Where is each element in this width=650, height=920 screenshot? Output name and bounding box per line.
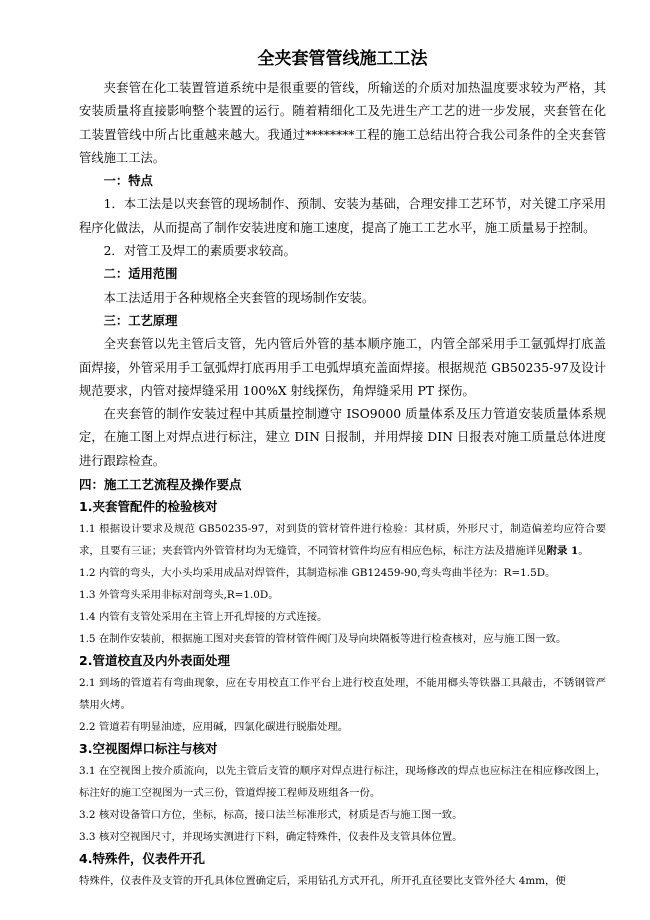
section-2-paragraph-1: 本工法适用于各种规格全夹套管的现场制作安装。 xyxy=(103,290,375,305)
item-1-1 xyxy=(79,518,606,562)
item-3-1: 3.1 在空视图上按介质流向，以先主管后支管的顺序对焊点进行标注，现场修改的焊点也应标注在相应修改图上，标注好的施工空视图为一式三份，管道焊接工程师及班组各一份。 xyxy=(79,765,606,800)
item-1-1-end: 。 xyxy=(578,545,589,558)
appendix-1-reference: 附录 1 xyxy=(546,545,579,558)
item-1-3: 1.3 外管弯头采用非标对剖弯头,R=1.0D。 xyxy=(79,589,279,602)
subsection-3-heading: 3.空视图焊口标注与核对 xyxy=(79,741,218,757)
item-3-2: 3.2 核对设备管口方位，坐标，标高，接口法兰标准形式，材质是否与施工图一致。 xyxy=(79,809,463,822)
intro-paragraph: 夹套管在化工装置管道系统中是很重要的管线，所输送的介质对加热温度要求较为严格，其安装质量将直接影响整个装置的运行。随着精细化工及先进生产工艺的进一步发展，夹套管在化工装置管线中所占比重越来越大。我通过********工程的施工总结出符合我公司条件的全夹套管管线施工工法。 xyxy=(79,81,606,165)
section-1-heading: 一：特点 xyxy=(103,174,153,189)
item-3-3: 3.3 核对空视图尺寸，并现场实测进行下料，确定特殊件，仪表件及支管具体位置。 xyxy=(79,831,463,844)
section-3-heading: 三：工艺原理 xyxy=(103,313,178,328)
section-3-paragraph-2: 在夹套管的制作安装过程中其质量控制遵守 ISO9000 质量体系及压力管道安装质量体系规定，在施工图上对焊点进行标注，建立 DIN 日报制，并用焊接 DIN 日报表对施工质量总体进度进行跟踪检查。 xyxy=(79,407,606,468)
section-1-paragraph-1: 1．本工法是以夹套管的现场制作、预制、安装为基础，合理安排工艺环节，对关键工序采用程序化做法，从而提高了制作安装进度和施工速度，提高了施工工艺水平，施工质量易于控制。 xyxy=(79,197,606,235)
item-2-1: 2.1 到场的管道若有弯曲现象，应在专用校直工作平台上进行校直处理，不能用榔头等铁器工具敲击，不锈钢管严禁用火烤。 xyxy=(79,677,606,712)
item-1-1-text: 1.1 根据设计要求及规范 GB50235-97，对到货的管材管件进行检验：其材质，外形尺寸，制造偏差均应符合要求，且要有三证；夹套管内外管管材均为无缝管，不同管材管件均应有相应色标，标注方法及措施详见 xyxy=(79,523,606,558)
subsection-1-heading: 1.夹套管配件的检验核对 xyxy=(79,499,218,515)
section-3-paragraph-1: 全夹套管以先主管后支管，先内管后外管的基本顺序施工，内管全部采用手工氩弧焊打底盖面焊接，外管采用手工氩弧焊打底再用手工电弧焊填充盖面焊接。根据规范 GB50235-97及设计规范要求，内管对接焊缝采用 100%X 射线探伤，角焊缝采用 PT 探伤。 xyxy=(79,337,606,398)
item-1-4: 1.4 内管有支管处采用在主管上开孔焊接的方式连接。 xyxy=(79,611,328,624)
section-4-heading: 四：施工工艺流程及操作要点 xyxy=(79,477,242,493)
section-1-paragraph-2: 2．对管工及焊工的素质要求较高。 xyxy=(103,244,296,259)
section-2-heading: 二：适用范围 xyxy=(103,267,178,282)
item-1-5: 1.5 在制作安装前，根据施工图对夹套管的管材管件阀门及导向块隔板等进行检查核对，应与施工图一致。 xyxy=(79,633,567,646)
item-1-2: 1.2 内管的弯头，大小头均采用成品对焊管件，其制造标准 GB12459-90,弯头弯曲半径为：R=1.5D。 xyxy=(79,567,556,580)
item-4-1: 特殊件，仪表件及支管的开孔具体位置确定后，采用钻孔方式开孔，所开孔直径要比支管外径大 4mm，便 xyxy=(79,875,566,888)
document-title: 全夹套管管线施工工法 xyxy=(257,49,428,69)
subsection-2-heading: 2.管道校直及内外表面处理 xyxy=(79,653,230,669)
item-2-2: 2.2 管道若有明显油迹，应用碱，四氯化碳进行脱脂处理。 xyxy=(79,721,349,734)
subsection-4-heading: 4.特殊件，仪表件开孔 xyxy=(79,851,205,867)
